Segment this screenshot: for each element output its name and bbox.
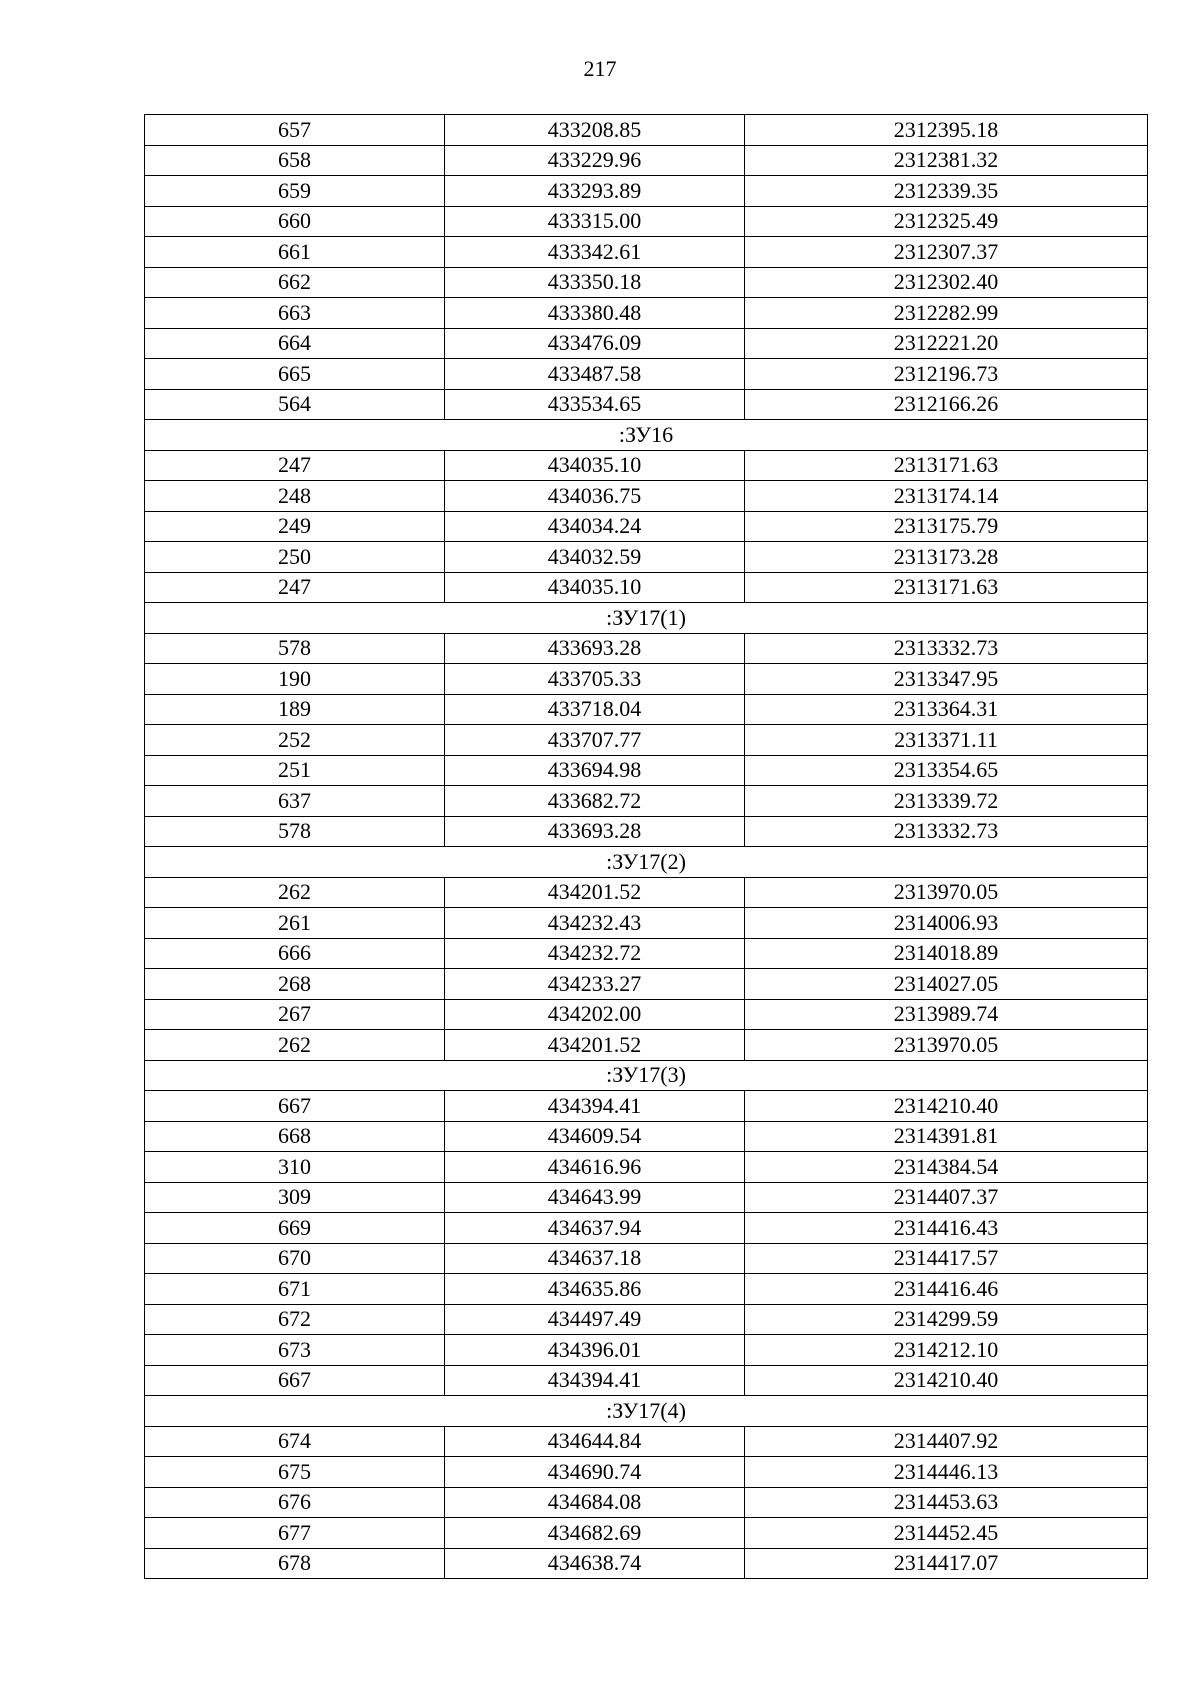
point-number-cell: 247 bbox=[145, 450, 445, 481]
y-coordinate-cell: 2313171.63 bbox=[745, 572, 1148, 603]
x-coordinate-cell: 433534.65 bbox=[445, 389, 745, 420]
point-number-cell: 310 bbox=[145, 1152, 445, 1183]
point-number-cell: 190 bbox=[145, 664, 445, 695]
section-header-row bbox=[145, 847, 1148, 878]
x-coordinate-cell: 433229.96 bbox=[445, 145, 745, 176]
x-coordinate-cell: 434396.01 bbox=[445, 1335, 745, 1366]
x-coordinate-cell: 434637.18 bbox=[445, 1243, 745, 1274]
table-row bbox=[145, 664, 1148, 695]
table-row bbox=[145, 1213, 1148, 1244]
point-number-cell: 267 bbox=[145, 999, 445, 1030]
point-number-cell: 578 bbox=[145, 816, 445, 847]
table-row bbox=[145, 938, 1148, 969]
y-coordinate-cell: 2313174.14 bbox=[745, 481, 1148, 512]
section-title: :ЗУ16 bbox=[145, 420, 1148, 451]
page-number: 217 bbox=[583, 56, 617, 81]
section-title: :ЗУ17(2) bbox=[145, 847, 1148, 878]
x-coordinate-cell: 433350.18 bbox=[445, 267, 745, 298]
point-number-cell: 637 bbox=[145, 786, 445, 817]
y-coordinate-cell: 2312381.32 bbox=[745, 145, 1148, 176]
point-number-cell: 262 bbox=[145, 877, 445, 908]
y-coordinate-cell: 2312282.99 bbox=[745, 298, 1148, 329]
point-number-cell: 662 bbox=[145, 267, 445, 298]
table-row bbox=[145, 1304, 1148, 1335]
table-row bbox=[145, 1121, 1148, 1152]
x-coordinate-cell: 434638.74 bbox=[445, 1548, 745, 1579]
table-row bbox=[145, 145, 1148, 176]
point-number-cell: 678 bbox=[145, 1548, 445, 1579]
table-row bbox=[145, 1243, 1148, 1274]
table-row bbox=[145, 1274, 1148, 1305]
table-row bbox=[145, 908, 1148, 939]
table-row bbox=[145, 755, 1148, 786]
point-number-cell: 665 bbox=[145, 359, 445, 390]
table-row bbox=[145, 1091, 1148, 1122]
table-row bbox=[145, 237, 1148, 268]
x-coordinate-cell: 434690.74 bbox=[445, 1457, 745, 1488]
point-number-cell: 667 bbox=[145, 1365, 445, 1396]
x-coordinate-cell: 433315.00 bbox=[445, 206, 745, 237]
table-row bbox=[145, 1518, 1148, 1549]
x-coordinate-cell: 434201.52 bbox=[445, 1030, 745, 1061]
y-coordinate-cell: 2312307.37 bbox=[745, 237, 1148, 268]
point-number-cell: 252 bbox=[145, 725, 445, 756]
point-number-cell: 670 bbox=[145, 1243, 445, 1274]
table-row bbox=[145, 1426, 1148, 1457]
x-coordinate-cell: 434609.54 bbox=[445, 1121, 745, 1152]
coordinates-table-body bbox=[145, 115, 1148, 1579]
x-coordinate-cell: 433693.28 bbox=[445, 633, 745, 664]
table-row bbox=[145, 1548, 1148, 1579]
point-number-cell: 668 bbox=[145, 1121, 445, 1152]
table-row bbox=[145, 1365, 1148, 1396]
table-row bbox=[145, 1182, 1148, 1213]
y-coordinate-cell: 2313332.73 bbox=[745, 633, 1148, 664]
x-coordinate-cell: 433476.09 bbox=[445, 328, 745, 359]
table-row bbox=[145, 1457, 1148, 1488]
x-coordinate-cell: 434682.69 bbox=[445, 1518, 745, 1549]
y-coordinate-cell: 2314416.46 bbox=[745, 1274, 1148, 1305]
table-row bbox=[145, 176, 1148, 207]
point-number-cell: 659 bbox=[145, 176, 445, 207]
section-title: :ЗУ17(4) bbox=[145, 1396, 1148, 1427]
point-number-cell: 262 bbox=[145, 1030, 445, 1061]
point-number-cell: 669 bbox=[145, 1213, 445, 1244]
y-coordinate-cell: 2314416.43 bbox=[745, 1213, 1148, 1244]
point-number-cell: 578 bbox=[145, 633, 445, 664]
x-coordinate-cell: 434643.99 bbox=[445, 1182, 745, 1213]
point-number-cell: 261 bbox=[145, 908, 445, 939]
y-coordinate-cell: 2314417.07 bbox=[745, 1548, 1148, 1579]
section-header-row bbox=[145, 1396, 1148, 1427]
y-coordinate-cell: 2313171.63 bbox=[745, 450, 1148, 481]
y-coordinate-cell: 2314299.59 bbox=[745, 1304, 1148, 1335]
table-row bbox=[145, 694, 1148, 725]
point-number-cell: 666 bbox=[145, 938, 445, 969]
table-row bbox=[145, 1487, 1148, 1518]
table-row bbox=[145, 328, 1148, 359]
point-number-cell: 667 bbox=[145, 1091, 445, 1122]
point-number-cell: 664 bbox=[145, 328, 445, 359]
y-coordinate-cell: 2314006.93 bbox=[745, 908, 1148, 939]
y-coordinate-cell: 2314417.57 bbox=[745, 1243, 1148, 1274]
x-coordinate-cell: 434232.72 bbox=[445, 938, 745, 969]
y-coordinate-cell: 2313989.74 bbox=[745, 999, 1148, 1030]
x-coordinate-cell: 433718.04 bbox=[445, 694, 745, 725]
point-number-cell: 251 bbox=[145, 755, 445, 786]
y-coordinate-cell: 2313371.11 bbox=[745, 725, 1148, 756]
table-row bbox=[145, 206, 1148, 237]
table-row bbox=[145, 572, 1148, 603]
x-coordinate-cell: 433707.77 bbox=[445, 725, 745, 756]
table-row bbox=[145, 999, 1148, 1030]
y-coordinate-cell: 2313175.79 bbox=[745, 511, 1148, 542]
table-row bbox=[145, 450, 1148, 481]
x-coordinate-cell: 433693.28 bbox=[445, 816, 745, 847]
y-coordinate-cell: 2313364.31 bbox=[745, 694, 1148, 725]
point-number-cell: 250 bbox=[145, 542, 445, 573]
section-title: :ЗУ17(1) bbox=[145, 603, 1148, 634]
table-row bbox=[145, 877, 1148, 908]
x-coordinate-cell: 434637.94 bbox=[445, 1213, 745, 1244]
point-number-cell: 676 bbox=[145, 1487, 445, 1518]
y-coordinate-cell: 2312325.49 bbox=[745, 206, 1148, 237]
table-row bbox=[145, 115, 1148, 146]
x-coordinate-cell: 434233.27 bbox=[445, 969, 745, 1000]
section-header-row bbox=[145, 1060, 1148, 1091]
point-number-cell: 673 bbox=[145, 1335, 445, 1366]
point-number-cell: 249 bbox=[145, 511, 445, 542]
x-coordinate-cell: 434034.24 bbox=[445, 511, 745, 542]
y-coordinate-cell: 2312221.20 bbox=[745, 328, 1148, 359]
table-row bbox=[145, 481, 1148, 512]
x-coordinate-cell: 433682.72 bbox=[445, 786, 745, 817]
point-number-cell: 189 bbox=[145, 694, 445, 725]
table-row bbox=[145, 786, 1148, 817]
section-header-row bbox=[145, 603, 1148, 634]
table-row bbox=[145, 359, 1148, 390]
y-coordinate-cell: 2313347.95 bbox=[745, 664, 1148, 695]
x-coordinate-cell: 434035.10 bbox=[445, 572, 745, 603]
table-row bbox=[145, 725, 1148, 756]
x-coordinate-cell: 434202.00 bbox=[445, 999, 745, 1030]
point-number-cell: 674 bbox=[145, 1426, 445, 1457]
x-coordinate-cell: 434394.41 bbox=[445, 1091, 745, 1122]
table-row bbox=[145, 267, 1148, 298]
y-coordinate-cell: 2312395.18 bbox=[745, 115, 1148, 146]
point-number-cell: 677 bbox=[145, 1518, 445, 1549]
x-coordinate-cell: 433208.85 bbox=[445, 115, 745, 146]
table-row bbox=[145, 633, 1148, 664]
table-row bbox=[145, 969, 1148, 1000]
y-coordinate-cell: 2314027.05 bbox=[745, 969, 1148, 1000]
point-number-cell: 564 bbox=[145, 389, 445, 420]
section-title: :ЗУ17(3) bbox=[145, 1060, 1148, 1091]
point-number-cell: 657 bbox=[145, 115, 445, 146]
x-coordinate-cell: 433293.89 bbox=[445, 176, 745, 207]
y-coordinate-cell: 2313339.72 bbox=[745, 786, 1148, 817]
y-coordinate-cell: 2314407.92 bbox=[745, 1426, 1148, 1457]
x-coordinate-cell: 434394.41 bbox=[445, 1365, 745, 1396]
point-number-cell: 675 bbox=[145, 1457, 445, 1488]
y-coordinate-cell: 2314391.81 bbox=[745, 1121, 1148, 1152]
table-row bbox=[145, 389, 1148, 420]
point-number-cell: 660 bbox=[145, 206, 445, 237]
x-coordinate-cell: 433694.98 bbox=[445, 755, 745, 786]
y-coordinate-cell: 2314384.54 bbox=[745, 1152, 1148, 1183]
y-coordinate-cell: 2313354.65 bbox=[745, 755, 1148, 786]
table-row bbox=[145, 1335, 1148, 1366]
y-coordinate-cell: 2313970.05 bbox=[745, 1030, 1148, 1061]
point-number-cell: 268 bbox=[145, 969, 445, 1000]
y-coordinate-cell: 2314407.37 bbox=[745, 1182, 1148, 1213]
point-number-cell: 671 bbox=[145, 1274, 445, 1305]
y-coordinate-cell: 2314452.45 bbox=[745, 1518, 1148, 1549]
x-coordinate-cell: 434684.08 bbox=[445, 1487, 745, 1518]
y-coordinate-cell: 2313970.05 bbox=[745, 877, 1148, 908]
x-coordinate-cell: 433380.48 bbox=[445, 298, 745, 329]
x-coordinate-cell: 434616.96 bbox=[445, 1152, 745, 1183]
point-number-cell: 247 bbox=[145, 572, 445, 603]
point-number-cell: 672 bbox=[145, 1304, 445, 1335]
x-coordinate-cell: 434032.59 bbox=[445, 542, 745, 573]
coordinates-table bbox=[144, 114, 1148, 1579]
x-coordinate-cell: 433487.58 bbox=[445, 359, 745, 390]
x-coordinate-cell: 434035.10 bbox=[445, 450, 745, 481]
y-coordinate-cell: 2312166.26 bbox=[745, 389, 1148, 420]
table-row bbox=[145, 511, 1148, 542]
y-coordinate-cell: 2312339.35 bbox=[745, 176, 1148, 207]
table-row bbox=[145, 1030, 1148, 1061]
y-coordinate-cell: 2313332.73 bbox=[745, 816, 1148, 847]
table-row bbox=[145, 1152, 1148, 1183]
point-number-cell: 248 bbox=[145, 481, 445, 512]
x-coordinate-cell: 434497.49 bbox=[445, 1304, 745, 1335]
y-coordinate-cell: 2314453.63 bbox=[745, 1487, 1148, 1518]
x-coordinate-cell: 434201.52 bbox=[445, 877, 745, 908]
y-coordinate-cell: 2314446.13 bbox=[745, 1457, 1148, 1488]
y-coordinate-cell: 2312196.73 bbox=[745, 359, 1148, 390]
point-number-cell: 663 bbox=[145, 298, 445, 329]
x-coordinate-cell: 434036.75 bbox=[445, 481, 745, 512]
y-coordinate-cell: 2314210.40 bbox=[745, 1365, 1148, 1396]
table-row bbox=[145, 298, 1148, 329]
x-coordinate-cell: 434635.86 bbox=[445, 1274, 745, 1305]
section-header-row bbox=[145, 420, 1148, 451]
point-number-cell: 309 bbox=[145, 1182, 445, 1213]
y-coordinate-cell: 2312302.40 bbox=[745, 267, 1148, 298]
table-row bbox=[145, 542, 1148, 573]
table-row bbox=[145, 816, 1148, 847]
x-coordinate-cell: 433342.61 bbox=[445, 237, 745, 268]
point-number-cell: 658 bbox=[145, 145, 445, 176]
point-number-cell: 661 bbox=[145, 237, 445, 268]
x-coordinate-cell: 434232.43 bbox=[445, 908, 745, 939]
y-coordinate-cell: 2314018.89 bbox=[745, 938, 1148, 969]
y-coordinate-cell: 2314210.40 bbox=[745, 1091, 1148, 1122]
x-coordinate-cell: 433705.33 bbox=[445, 664, 745, 695]
y-coordinate-cell: 2313173.28 bbox=[745, 542, 1148, 573]
y-coordinate-cell: 2314212.10 bbox=[745, 1335, 1148, 1366]
x-coordinate-cell: 434644.84 bbox=[445, 1426, 745, 1457]
